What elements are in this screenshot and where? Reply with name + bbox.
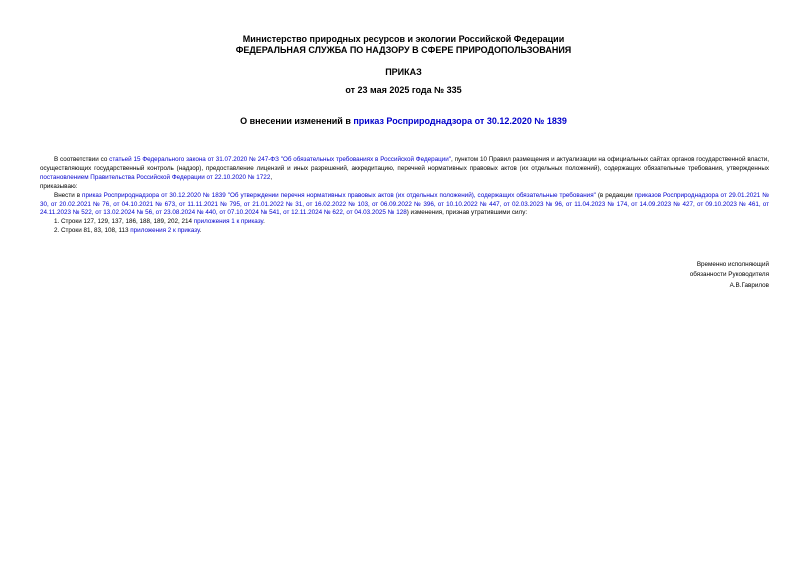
order-date: от 23 мая 2025 года № 335 — [345, 85, 462, 95]
appendix-1-link[interactable]: приложения 1 к приказу — [193, 218, 264, 226]
list-item — [40, 227, 769, 236]
appendix-2-link[interactable]: приложения 2 к приказу — [130, 227, 200, 235]
signatory-title-2: обязанности Руководителя — [689, 271, 769, 279]
document-body — [40, 156, 769, 236]
document-header — [0, 34, 807, 56]
ministry-name: Министерство природных ресурсов и экологии Российской Федерации — [242, 34, 565, 44]
subject-prefix: О внесении изменений в — [240, 116, 354, 126]
clause-paragraph — [40, 192, 769, 219]
amended-order-link[interactable]: приказ Росприроднадзора от 30.12.2020 № 1839 "Об утверждении перечня нормативных правовых актов (их отдельных положений), содержащих обязательные требования" — [82, 191, 596, 199]
clause-lead: Внести в — [54, 191, 83, 199]
signatory-name: А.В.Гаврилов — [729, 281, 769, 289]
clause-end: ) изменения, признав утратившими силу: — [406, 209, 528, 217]
resolution-link[interactable]: постановлением Правительства Российской Федерации от 22.10.2020 № 1722 — [40, 173, 271, 181]
item-1-text: 1. Строки 127, 129, 137, 186, 188, 189, 202, 214 — [54, 218, 194, 226]
preamble-mid: , пунктом 10 Правил размещения и актуализации на официальных сайтах органов государственной власти, осуществляющих государственный контроль (надзор), предоставление лицензий и иных разрешений, аккредитацию, перечней нормативных правовых актов (их отдельных положений), содержащих обязательные требования, утвержденных — [40, 156, 769, 172]
preamble-end: , — [270, 173, 273, 181]
amending-orders-link[interactable]: приказов Росприроднадзора от 29.01.2021 № 30, от 20.02.2021 № 76, от 04.10.2021 № 673, от 11.11.2021 № 795, от 21.01.2022 № 31, от 16.02.2022 № 103, от 06.09.2022 № 396, от 10.10.2022 № 447, от 02.03.2023 № 96, от 11.04.2023 № 174, от 14.09.2023 № 427, от 09.10.2023 № 461, от 24.11.2023 № 522, от 13.02.2024 № 56, от 23.08.2024 № 440, от 07.10.2024 № 541, от 12.11.2024 № 622, от 04.03.2025 № 128 — [40, 191, 770, 217]
subject-link[interactable]: приказ Росприроднадзора от 30.12.2020 № 1839 — [353, 116, 567, 126]
orders-word: приказываю: — [40, 182, 78, 190]
preamble-paragraph — [40, 156, 769, 183]
signature-block — [690, 260, 769, 291]
item-2-end: . — [199, 227, 202, 235]
list-item — [40, 218, 769, 227]
preamble-lead: В соответствии со — [54, 156, 110, 163]
order-title: ПРИКАЗ — [385, 67, 422, 77]
service-name: ФЕДЕРАЛЬНАЯ СЛУЖБА ПО НАДЗОРУ В СФЕРЕ ПРИРОДОПОЛЬЗОВАНИЯ — [235, 45, 572, 55]
clause-mid: (в редакции — [595, 191, 635, 199]
order-subject — [0, 116, 807, 127]
signatory-title-1: Временно исполняющий — [696, 261, 769, 268]
item-1-end: . — [263, 218, 265, 226]
law-link[interactable]: статьей 15 Федерального закона от 31.07.2020 № 247-ФЗ "Об обязательных требованиях в Российской Федерации" — [109, 156, 452, 163]
item-2-text: 2. Строки 81, 83, 108, 113 — [54, 227, 131, 235]
